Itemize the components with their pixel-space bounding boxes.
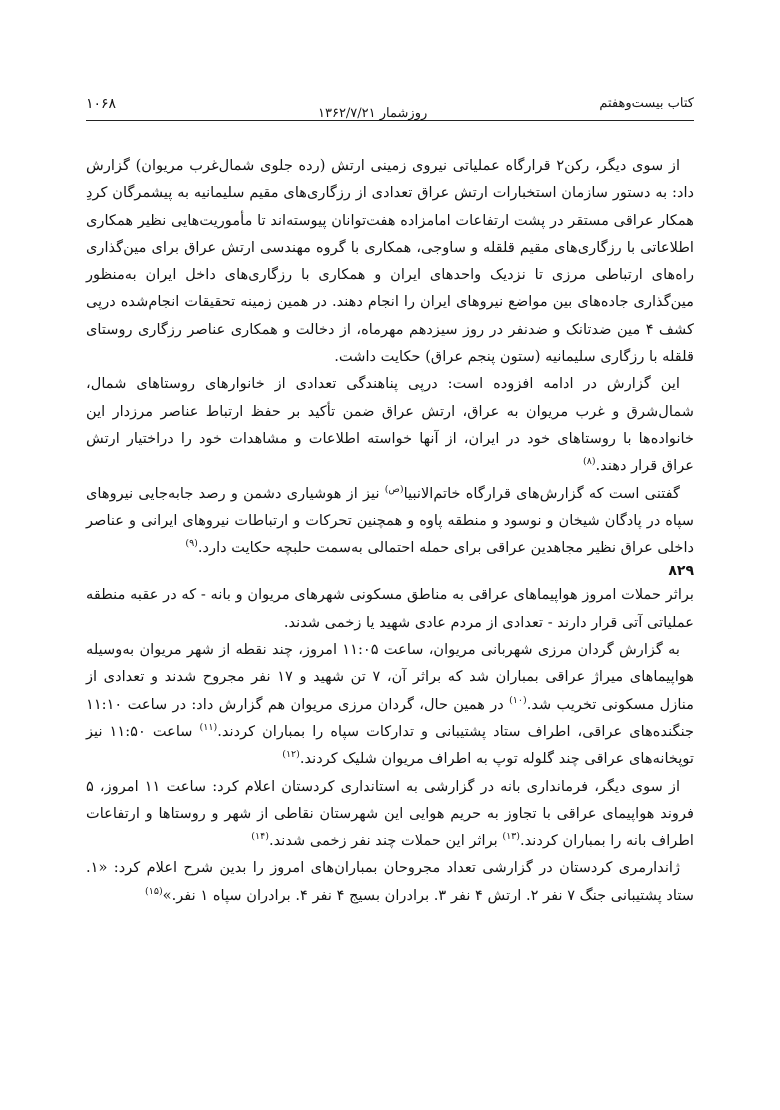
footnote-ref[interactable]: (۹) xyxy=(185,538,198,550)
document-page xyxy=(86,92,694,909)
footnote-ref[interactable]: (۱۰) xyxy=(509,694,527,706)
book-title: کتاب بیست‌وهفتم xyxy=(599,96,694,111)
footnote-ref[interactable]: (۱۲) xyxy=(282,749,300,761)
footnote-ref[interactable]: (۱۴) xyxy=(251,831,269,843)
paragraph-marivan-bombing: به گزارش گردان مرزی شهربانی مریوان، ساعت ۱۱:۰۵ امروز، چند نقطه از شهر مریوان به‌وسیله هواپیماهای میراژ عراقی بمباران شد که براثر آن، ۷ تن شهید و ۱۷ نفر مجروح شدند و تعدادی از منازل مسکونی تخریب شد.$^{(۱۰)}$ در همین حال، گردان مرزی مریوان هم گزارش داد: در ساعت ۱۱:۱۰ جنگنده‌های عراقی، اطراف ستاد پشتیبانی و تدارکات سپاه را بمباران کردند.$^{(۱۱)}$ ساعت ۱۱:۵۰ نیز توپخانه‌های عراقی چند گلوله توپ به اطراف مریوان شلیک کردند.$^{(۱۲)}$ xyxy=(86,641,694,768)
paragraph-casualty-list: ژاندارمری کردستان در گزارشی تعداد مجروحان بمباران‌های امروز را بدین شرح اعلام کرد: «۱. ستاد پشتیبانی جنگ ۷ نفر ۲. ارتش ۴ نفر ۳. برادران بسیج ۴ نفر ۴. برادران سپاه ۱ نفر.»$^{(۱۵)}$ xyxy=(86,859,694,904)
paragraph-baneh-bombing: از سوی دیگر، فرمانداری بانه در گزارشی به استانداری کردستان اعلام کرد: ساعت ۱۱ امروز، ۵ فروند هواپیمای عراقی با تجاوز به حریم هوایی این شهرستان نقاطی از شهر و روستاها و ارتفاعات اطراف بانه را بمباران کردند.$^{(۱۳)}$ براثر این حملات چند نفر زخمی شدند.$^{(۱۴)}$ xyxy=(86,777,694,850)
entry-number: ۸۲۹ xyxy=(668,563,694,580)
footnote-ref[interactable]: (۸) xyxy=(583,456,596,468)
entry-intro: براثر حملات امروز هواپیماهای عراقی به مناطق مسکونی شهرهای مریوان و بانه - که در عقبه منطقه عملیاتی آتی قرار دارند - تعدادی از مردم عادی شهید یا زخمی شدند. xyxy=(86,586,694,631)
document-body xyxy=(86,152,694,909)
paragraph-refugee-families: این گزارش در ادامه افزوده است: درپی پناهندگی تعدادی از خانوارهای روستاهای شمال، شمال‌شرق و غرب مریوان به عراق، ارتش عراق ضمن تأکید بر حفظ ارتباط عناصر مرزدار این خانواده‌ها با روستاهای خود در ایران، از آنها خواسته اطلاعات و مشاهدات خود را دراختیار ارتش عراق قرار دهند.$^{(۸)}$ xyxy=(86,375,694,475)
paragraph-khatam-reports: گفتنی است که گزارش‌های قرارگاه خاتم‌الانبیا$^{(ص)}$ نیز از هوشیاری دشمن و رصد جابه‌جایی نیروهای سپاه در پادگان شیخان و نوسود و منطقه پاوه و همچنین تحرکات و ارتباطات نیروهای ایرانی و عناصر داخلی عراق نظیر مجاهدین عراقی برای حمله احتمالی به‌سمت حلبچه حکایت دارد.$^{(۹)}$ xyxy=(86,483,694,557)
footnote-ref[interactable]: (۱۱) xyxy=(199,722,218,734)
honorific-sup: (ص) xyxy=(384,483,404,495)
page-number: ۱۰۶۸ xyxy=(86,96,117,112)
page-header xyxy=(86,92,694,122)
footnote-ref[interactable]: (۱۳) xyxy=(502,831,520,843)
footnote-ref[interactable]: (۱۵) xyxy=(145,885,163,897)
paragraph-rokn2-report: از سوی دیگر، رکن۲ قرارگاه عملیاتی نیروی زمینی ارتش (رده جلوی شمال‌غرب مریوان) گزارش داد: به دستور سازمان استخبارات ارتش عراق تعدادی از رزگاری‌های مقیم سلیمانیه به پیشمرگان کردِ همکار عراقی مستقر در پشت ارتفاعات امامزاده هفت‌توانان پیوسته‌اند تا مأموریت‌هایی نظیر همکاری اطلاعاتی با رزگاری‌های مقیم قلقله و ساوجی، همکاری با گروه مهندسی ارتش عراق برای مین‌گذاری راه‌های ارتباطی مرزی تا نزدیک واحدهای ایران و همکاری با رزگاری‌های داخل ایران به‌منظور مین‌گذاری جاده‌های بین مواضع نیروهای ایران را انجام دهند. در همین زمینه تحقیقات انجام‌شده درپی کشف ۴ مین ضدتانک و ضدنفر در روز سیزدهم مهرماه، از دخالت و همکاری عناصر رزگاری روستای قلقله با رزگاری سلیمانیه (ستون پنجم عراق) حکایت داشت. xyxy=(86,157,695,366)
diary-date-label: روزشمار ۱۳۶۲/۷/۲۱ xyxy=(318,106,428,121)
header-rule xyxy=(86,120,694,121)
